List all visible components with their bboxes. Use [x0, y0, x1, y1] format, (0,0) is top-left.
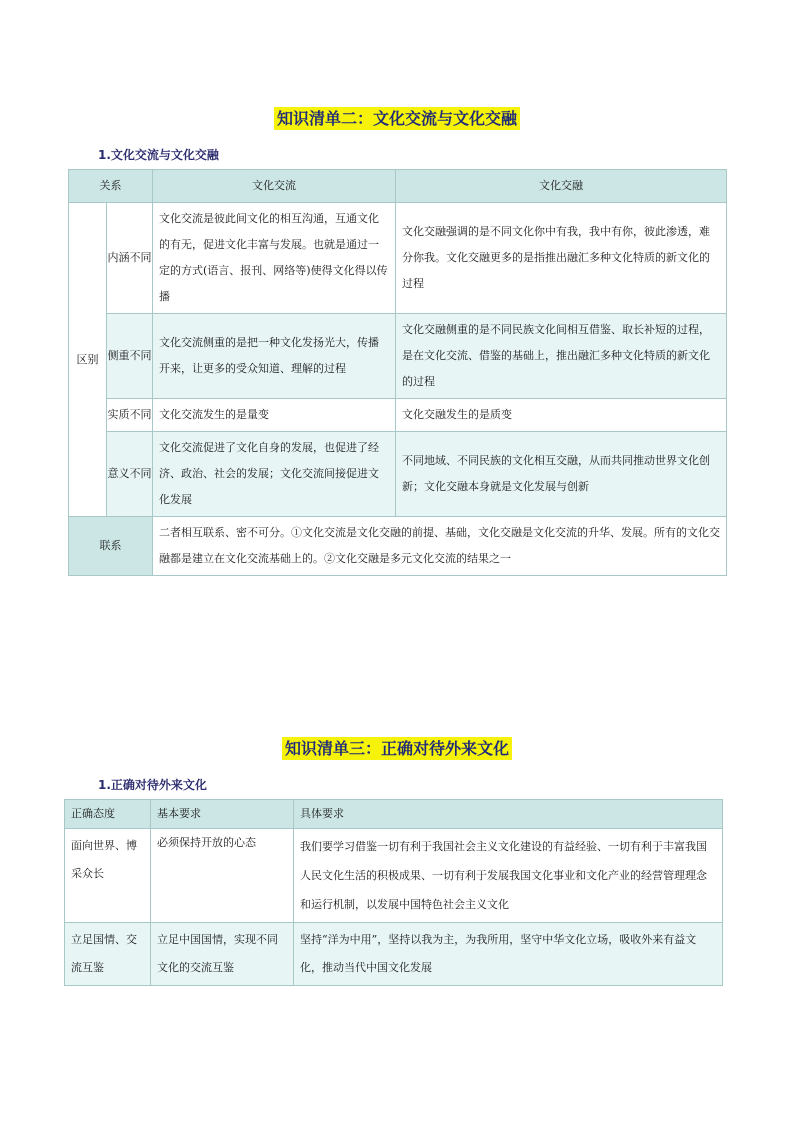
basic-cell: 必须保持开放的心态 — [151, 829, 294, 923]
header-exchange: 文化交流 — [153, 170, 396, 203]
row-exchange-cell: 文化交流是彼此间文化的相互沟通，互通文化的有无，促进文化丰富与发展。也就是通过一定的方式(语言、报刊、网络等)使得文化得以传播 — [153, 203, 396, 314]
row-exchange-cell: 文化交流发生的是量变 — [153, 399, 396, 432]
table-row — [65, 923, 723, 986]
header-relation: 关系 — [69, 170, 153, 203]
table-row — [69, 399, 727, 432]
row-blending-cell: 文化交融强调的是不同文化你中有我，我中有你，彼此渗透，难分你我。文化交融更多的是指推出融汇多种文化特质的新文化的过程 — [396, 203, 727, 314]
row-label: 实质不同 — [107, 399, 153, 432]
foreign-culture-table — [64, 799, 723, 986]
link-row — [69, 517, 727, 576]
link-text: 二者相互联系、密不可分。①文化交流是文化交融的前提、基础，文化交融是文化交流的升华、发展。所有的文化交融都是建立在文化交流基础上的。②文化交融是多元文化交流的结果之一 — [153, 517, 727, 576]
header-basic: 基本要求 — [151, 800, 294, 829]
section-title-2-text: 知识清单二：文化交流与文化交融 — [274, 107, 520, 130]
header-specific: 具体要求 — [294, 800, 723, 829]
row-exchange-cell: 文化交流促进了文化自身的发展，也促进了经济、政治、社会的发展；文化交流间接促进文化发展 — [153, 432, 396, 517]
attitude-cell: 立足国情、交流互鉴 — [65, 923, 151, 986]
attitude-cell: 面向世界、博采众长 — [65, 829, 151, 923]
diff-label: 区别 — [69, 203, 107, 517]
section-title-3 — [0, 736, 794, 759]
row-blending-cell: 不同地域、不同民族的文化相互交融，从而共同推动世界文化创新；文化交融本身就是文化发展与创新 — [396, 432, 727, 517]
culture-exchange-table — [68, 169, 727, 576]
section-title-2 — [0, 106, 794, 129]
header-attitude: 正确态度 — [65, 800, 151, 829]
basic-cell: 立足中国国情，实现不同文化的交流互鉴 — [151, 923, 294, 986]
subtitle-2: 1.文化交流与文化交融 — [98, 148, 219, 162]
table-header-row — [69, 170, 727, 203]
table-row — [65, 829, 723, 923]
table-row — [69, 203, 727, 314]
row-exchange-cell: 文化交流侧重的是把一种文化发扬光大，传播开来，让更多的受众知道、理解的过程 — [153, 314, 396, 399]
subtitle-3: 1.正确对待外来文化 — [98, 778, 207, 792]
table-header-row — [65, 800, 723, 829]
row-blending-cell: 文化交融侧重的是不同民族文化间相互借鉴、取长补短的过程，是在文化交流、借鉴的基础上，推出融汇多种文化特质的新文化的过程 — [396, 314, 727, 399]
row-blending-cell: 文化交融发生的是质变 — [396, 399, 727, 432]
row-label: 内涵不同 — [107, 203, 153, 314]
section-title-3-text: 知识清单三：正确对待外来文化 — [282, 737, 512, 760]
row-label: 意义不同 — [107, 432, 153, 517]
table-row — [69, 314, 727, 399]
table-row — [69, 432, 727, 517]
row-label: 侧重不同 — [107, 314, 153, 399]
header-blending: 文化交融 — [396, 170, 727, 203]
specific-cell: 坚持“洋为中用”，坚持以我为主，为我所用，坚守中华文化立场，吸收外来有益文化，推动当代中国文化发展 — [294, 923, 723, 986]
specific-cell: 我们要学习借鉴一切有利于我国社会主义文化建设的有益经验、一切有利于丰富我国人民文化生活的积极成果、一切有利于发展我国文化事业和文化产业的经营管理理念和运行机制，以发展中国特色社会主义文化 — [294, 829, 723, 923]
link-label: 联系 — [69, 517, 153, 576]
